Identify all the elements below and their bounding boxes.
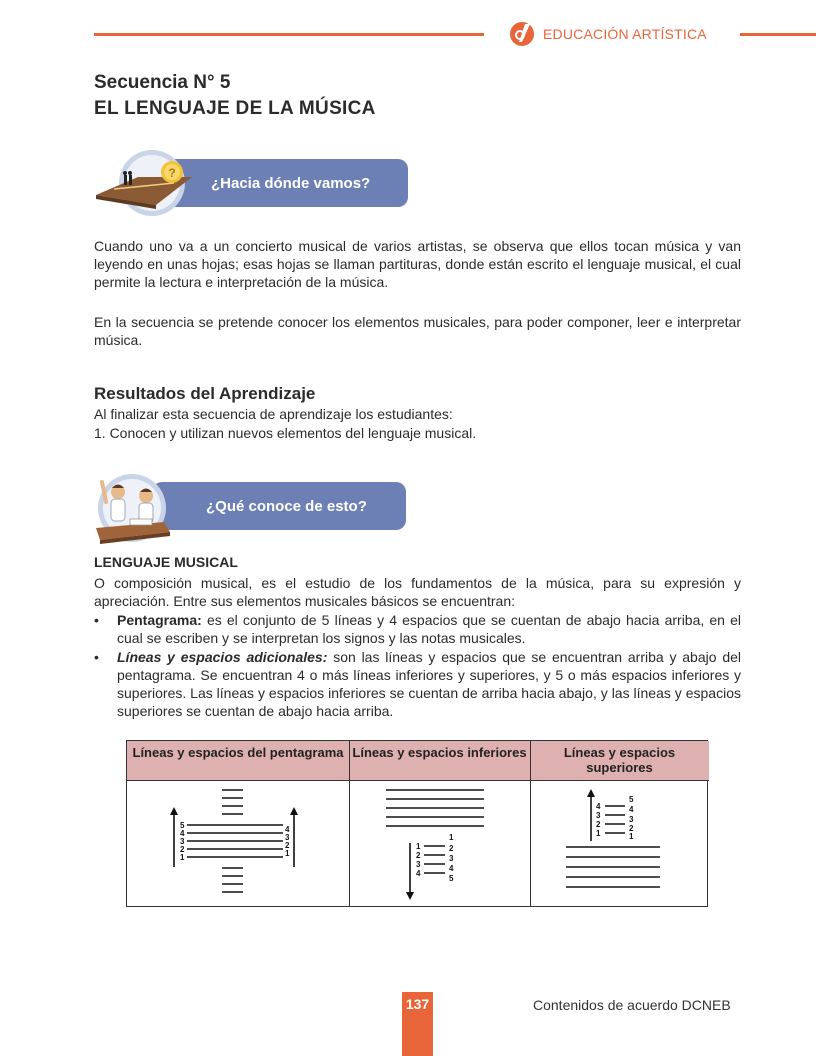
svg-text:?: ? — [168, 166, 176, 180]
inferiores-left-label: 2 — [416, 851, 421, 860]
inferiores-right-label: 2 — [449, 844, 454, 853]
lenguaje-heading: LENGUAJE MUSICAL — [94, 554, 238, 570]
subject-logo-icon — [508, 20, 536, 48]
table-header-pentagrama: Líneas y espacios del pentagrama — [127, 741, 349, 781]
pentagrama-left-label: 1 — [180, 853, 185, 862]
superiores-diagram — [530, 781, 709, 907]
superiores-left-label: 3 — [596, 811, 601, 820]
pentagrama-right-label: 4 — [285, 825, 290, 834]
inferiores-left-label: 3 — [416, 860, 421, 869]
superiores-left-label: 4 — [596, 802, 601, 811]
results-line-2: 1. Conocen y utilizan nuevos elementos del lenguaje musical. — [94, 425, 477, 441]
staff-table — [126, 740, 708, 907]
inferiores-right-label: 3 — [449, 854, 454, 863]
header-rule-right — [740, 33, 816, 36]
superiores-left-label: 1 — [596, 829, 601, 838]
intro-paragraph-2: En la secuencia se pretende conocer los elementos musicales, para poder componer, leer e interpretar música. — [94, 314, 741, 348]
superiores-right-label: 2 — [629, 824, 634, 833]
inferiores-right-label: 1 — [449, 833, 454, 842]
inferiores-right-label: 5 — [449, 874, 454, 883]
banner-hacia-donde-vamos — [94, 147, 410, 219]
pentagrama-right-label: 1 — [285, 849, 290, 858]
lenguaje-intro: O composición musical, es el estudio de los fundamentos de la música, para su expresión y apreciación. Entre sus elementos musicales básicos se encuentran: — [94, 575, 741, 609]
superiores-right-label: 5 — [629, 795, 634, 804]
pentagrama-left-label: 4 — [180, 829, 185, 838]
subject-title: EDUCACIÓN ARTÍSTICA — [543, 26, 707, 42]
sequence-number: Secuencia N° 5 — [94, 72, 231, 93]
results-line-1: Al finalizar esta secuencia de aprendizaje los estudiantes: — [94, 406, 453, 422]
inferiores-left-label: 4 — [416, 869, 421, 878]
pentagrama-left-label: 2 — [180, 845, 185, 854]
page-number: 137 — [405, 996, 430, 1012]
definition-pentagrama: es el conjunto de 5 líneas y 4 espacios que se cuentan de abajo hacia arriba, en el cual se escriben y se interpretan los signos y las notas musicales. — [117, 612, 741, 646]
inferiores-diagram — [349, 781, 530, 907]
inferiores-left-label: 1 — [416, 842, 421, 851]
footer-note: Contenidos de acuerdo DCNEB — [533, 997, 731, 1013]
results-heading: Resultados del Aprendizaje — [94, 384, 316, 403]
header-rule-left — [94, 33, 484, 36]
inferiores-right-label: 4 — [449, 864, 454, 873]
bullet-dot: • — [94, 649, 99, 665]
term-pentagrama: Pentagrama: — [117, 612, 202, 628]
pentagrama-right-label: 3 — [285, 833, 290, 842]
bullet-text — [117, 611, 741, 647]
pentagrama-diagram — [127, 781, 349, 907]
superiores-right-label: 3 — [629, 815, 634, 824]
sequence-title: EL LENGUAJE DE LA MÚSICA — [94, 98, 376, 119]
bullet-dot: • — [94, 612, 99, 628]
intro-paragraph-1: Cuando uno va a un concierto musical de varios artistas, se observa que ellos tocan música y van leyendo en unas hojas; esas hojas se llaman partituras, donde están escrito el lenguaje musical, el cual permite la lectura e interpretación de la música. — [94, 238, 741, 290]
table-header-superiores: Líneas y espacios superiores — [530, 741, 709, 781]
banner-que-conoce — [94, 472, 410, 544]
superiores-left-label: 2 — [596, 820, 601, 829]
definition-lineas-adicionales: son las líneas y espacios que se encuentran arriba y abajo del pentagrama. Se encuentran 4 o más líneas inferiores y superiores, y 5 o más espacios inferiores y superiores. Las líneas y espacios inferiores se cuentan de arriba hacia abajo, y las líneas y espacios superiores se cuentan de abajo hacia arriba. — [117, 649, 742, 719]
superiores-right-label: 4 — [629, 805, 634, 814]
pentagrama-left-label: 3 — [180, 837, 185, 846]
table-header-inferiores: Líneas y espacios inferiores — [349, 741, 530, 781]
banner-label-que-conoce: ¿Qué conoce de esto? — [206, 498, 367, 515]
banner-label-hacia: ¿Hacia dónde vamos? — [211, 175, 371, 192]
term-lineas-adicionales: Líneas y espacios adicionales: — [117, 649, 328, 665]
superiores-right-label: 1 — [629, 832, 634, 841]
pentagrama-left-label: 5 — [180, 821, 185, 830]
pentagrama-right-label: 2 — [285, 841, 290, 850]
bullet-text — [117, 648, 741, 720]
